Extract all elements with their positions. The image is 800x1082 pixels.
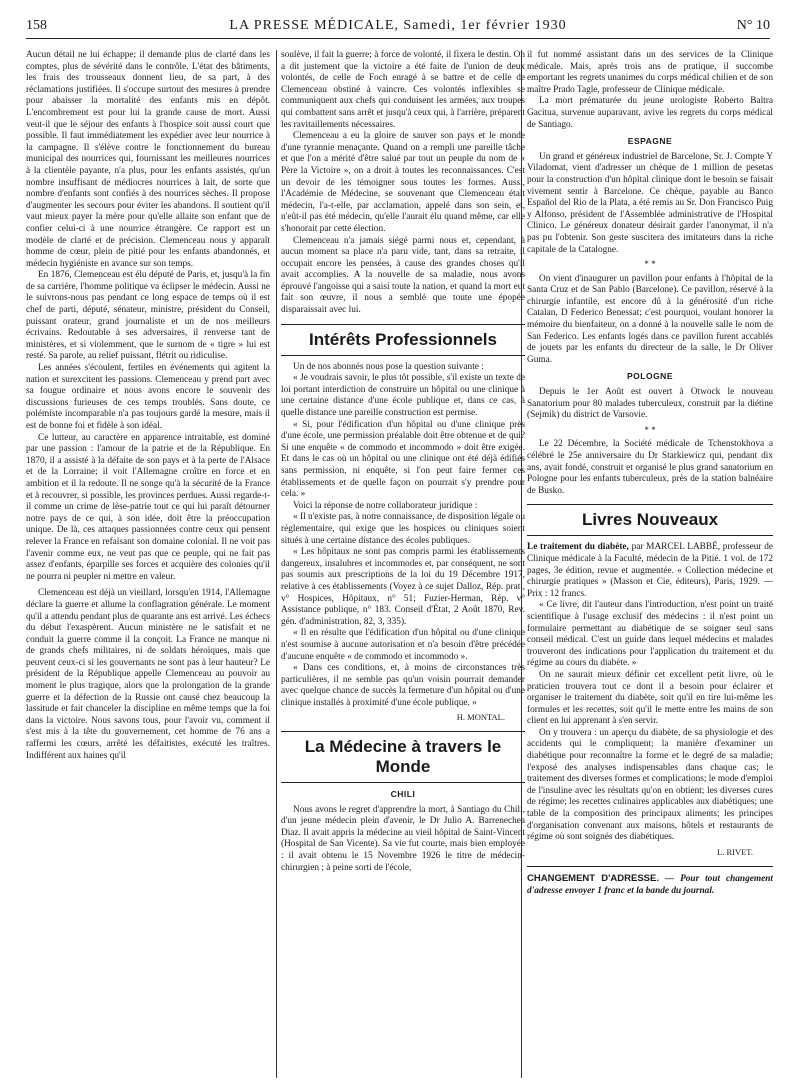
book-entry	[527, 542, 773, 600]
paragraph: Clemenceau est déjà un vieillard, lorsqu'en 1914, l'Allemagne déclare la guerre et allume la conflagration générale. Le moment qu'il a attendu pendant plus de quarante ans est arrivé. Les échecs du début l'exaspèrent. Aucun ministère ne le satisfait et ne conduit la guerre comme il la conçoit. La France ne manque ni de grands chefs militaires, ni de soldats héroïques, mais que peuvent ceux-ci si les gouvernants ne sont pas à leur hauteur? Le président de la République appelle Clemenceau au pouvoir au moment le plus tragique, alors que la prolongation de la grande guerre et la défection de la Russie ont causé chez beaucoup la lassitude et fait chanceler la discipline en même temps que la foi dans la victoire. Nous savons tous, pour l'avoir vu, comment il s'est mis à la tête du gouvernement, cet homme de 76 ans a raffermi les cœurs, arrêté les défaitistes, exécuté les traîtres. Indifférent aux haines qu'il	[26, 588, 270, 761]
paragraph: On y trouvera : un aperçu du diabète, de sa physiologie et des accidents qui le compliquent; la manière d'examiner un diabétique pour reconnaître la forme et le degré de sa maladie; l'exposé des analyses indispensables dans chaque cas; le traitement des diverses formes et complications; le mode d'emploi de l'insuline avec les résultats qu'on en obtient; les diverses cures de régime; les recettes culinaires applicables aux diabétiques; une table de la composition des principaux aliments; les principes d'organisation convenant aux maisons, hôtels et restaurants de régime où sont soignés des diabétiques.	[527, 727, 773, 843]
paragraph: « Dans ces conditions, et, à moins de circonstances très particulières, il ne semble pas qu'un voisin pourrait demander avec quelque chance de succès la fermeture d'un hôpital ou d'une clinique installés à proximité d'une école publique. »	[281, 663, 525, 708]
column-2	[281, 50, 525, 1078]
notice-text: — Pour tout changement d'adresse envoyer 1 franc et la bande du journal.	[527, 874, 773, 896]
paragraph: Les années s'écoulent, fertiles en événements qui agitent la nation et surexcitent les passions. Clemenceau y prend part avec sa fougue ordinaire et nous avons encore le souvenir des discussions furieuses de ces temps troublés. Sans doute, ce polémiste incomparable n'a pas toujours gardé la mesure, mais il est de bonne foi et fidèle à son idéal.	[26, 363, 270, 431]
paragraph: « Si, pour l'édification d'un hôpital ou d'une clinique près d'une école, une permission préalable doit être obtenue et de qui? Si une enquête « de commodo et incommodo » doit être exigée. Et dans le cas où un hôpital ou une clinique ont été déjà édifiés sans permission, ni enquête, si l'on peut faire fermer ces établissements et de quelle façon on pourrait s'y prendre pour cela. »	[281, 419, 525, 500]
paragraph: Clemenceau n'a jamais siégé parmi nous et, cependant, à aucun moment sa place n'a paru vide, tant, dans sa retraite, il occupait encore les pensées, à cause des grandes choses qu'il avait accomplies. A la nouvelle de sa maladie, nous avons éprouvé l'angoisse qui a saisi toute la nation, et quand la mort eut fait son œuvre, il nous a semblé que toute une épopée disparaissait avec lui.	[281, 235, 525, 316]
country-heading: CHILI	[390, 789, 416, 800]
paragraph: « Ce livre, dit l'auteur dans l'introduction, n'est point un traité scientifique à l'usage exclusif des médecins : il n'est point un formulaire permettant au diabétique de se soigner seul sans conseil médical. C'est un guide dans lequel médecins et malades trouveront des indications pour l'application du traitement et du régime au cours du diabète. »	[527, 600, 773, 669]
paragraph: « Il n'existe pas, à notre connaissance, de disposition légale ou réglementaire, qui exige que les hospices ou cliniques soient situés à une certaine distance des écoles publiques.	[281, 512, 525, 546]
section-heading-box	[281, 324, 525, 356]
paragraph: « Je voudrais savoir, le plus tôt possible, s'il existe un texte de loi portant interdiction de construire un hôpital ou une clinique à une certaine distance d'une école publique et, dans ce cas, à quelle distance une pareille construction est permise.	[281, 373, 525, 419]
country-heading: ESPAGNE	[627, 136, 673, 147]
journal-title: LA PRESSE MÉDICALE, Samedi, 1er février 1930	[229, 18, 567, 33]
paragraph: On vient d'inaugurer un pavillon pour enfants à l'hôpital de la Santa Cruz et de San Pablo (Barcelone). Ce pavillon, réservé à la chirurgie infantile, est encore dû à la générosité d'un riche Catalan, D Federico Benessat; c'est pourquoi, voulant honorer la mémoire du bienfaiteur, on a donné à la nouvelle salle le nom de San Federico. Les enfants logés dans ce pavillon furent accablés de jouets par les enfants du directeur de la salle, le Dr Oliver Guma.	[527, 273, 773, 365]
separator-stars: * *	[644, 424, 656, 435]
paragraph: On ne saurait mieux définir cet excellent petit livre, où le praticien trouvera tout ce dont il a besoin pour éclairer et organiser le traitement du diabète, soit qu'il en tire lui-même les formules et les recettes, soit qu'il le mette entre les mains de son client en lui apprenant à s'en servir.	[527, 669, 773, 727]
paragraph: Aucun détail ne lui échappe; il demande plus de clarté dans les comptes, plus de sévérité dans le contrôle. L'état des bâtiments, les frais des trousseaux donnent lieu, de sa part, à des réclamations justifiées. Il s'occupe surtout des mesures à prendre pour abaisser la mortalité des enfants mis en dépôt. L'encombrement est pour lui la grande cause de mort. Aussi veut-il que le séjour des enfants à l'hospice soit aussi court que possible. Il faut immédiatement les expédier avec leur nourrice à la campagne. Il s'élève contre le fonctionnement du bureau municipal des nourrices qui, fournissant les meilleures nourrices à la clientèle payante, n'a plus, pour les enfants assistés, qu'un nombre insuffisant de médiocres nourrices à lait, de sorte que nombre d'enfants sont confiés à des nourrices sèches. Il propose d'augmenter les secours pour éviter les abandons. Il soutient qu'il vaut mieux payer la mère pour qu'elle allaite son enfant que de confier celui-ci à une nourrice étrangère. Ce rapport est un modèle de clarté et de précision. Clemenceau nous y apparaît homme de cœur, plein de pitié pour les enfants abandonnés, et médecin hygiéniste en avance sur son temps.	[26, 50, 270, 269]
paragraph: La mort prématurée du jeune urologiste Roberto Baltra Gacitua, survenue auparavant, avive les regrets du corps médical de Santiago.	[527, 96, 773, 130]
paragraph: Nous avons le regret d'apprendre la mort, à Santiago du Chili, d'un jeune médecin plein d'avenir, le Dr Julio A. Barrenechea Diaz. Il avait appris la médecine au vieil hôpital de Saint-Vincent (Hospital de San Vicente). Sa vie fut courte, mais bien employée : il avait obtenu le 15 Novembre 1926 le titre de médecin-chirurgien ; à peine sorti de l'école,	[281, 804, 525, 873]
separator-stars: * *	[644, 259, 656, 270]
paragraph: Le 22 Décembre, la Société médicale de Tchenstokhova a célébré le 25e anniversaire du Dr Starkiewicz qui, pendant dix ans, avait fondé, construit et organisé le plus grand sanatorium en Pologne pour les enfants tuberculeux, près de la station balnéaire de Busko.	[527, 439, 773, 496]
section-title-livres: Livres Nouveaux	[581, 510, 719, 530]
notice-title: CHANGEMENT D'ADRESSE.	[527, 873, 659, 885]
section-title-medecine-monde: La Médecine à travers le Monde	[304, 737, 502, 777]
paragraph: Depuis le 1er Août est ouvert à Otwock le nouveau Sanatorium pour 80 malades tuberculeux, construit par la diétine (Sejmik) du district de Varsovie.	[527, 387, 773, 421]
paragraph: « Les hôpitaux ne sont pas compris parmi les établissements dangereux, insalubres et incommodes et, par conséquent, ne sont pas soumis aux prescriptions de la loi du 19 Décembre 1917, relative à ces établissements (Voyez à ce sujet Dalloz, Rép. prat., v° Hospices, Hôpitaux, n° 51; Fuzier-Herman, Rép. v° Assistance publique, n° 183. Conseil d'État, 2 Août 1870, Rev. gén. d'administration, 82, 3, 335).	[281, 547, 525, 627]
author-signature: H. MONTAL.	[456, 712, 505, 723]
address-change-notice	[527, 866, 773, 897]
paragraph: « Il en résulte que l'édification d'un hôpital ou d'une clinique n'est soumise à aucune autorisation et n'a besoin d'être précédée d'aucune enquête « de commodo et incommodo ».	[281, 628, 525, 662]
book-details: par MARCEL LABBÉ, professeur de Clinique médicale à la Faculté, médecin de la Pitié. 1 vol. de 172 pages, 3e édition, revue et augmentée. « Collection médecine et chirurgie pratiques » (Masson et Cie, éditeurs), Paris, 1929. — Prix : 12 francs.	[527, 542, 773, 599]
section-heading-box	[527, 504, 773, 536]
paragraph: Voici la réponse de notre collaborateur juridique :	[293, 500, 478, 511]
paragraph: il fut nommé assistant dans un des services de la Clinique médicale. Mais, après trois ans de pratique, il succombe emportant les regrets unanimes du corps médical chilien et de son maître Prado Tagle, professeur de Clinique médicale.	[527, 50, 773, 95]
book-title: Le traitement du diabète,	[527, 542, 629, 553]
paragraph: Ce lutteur, au caractère en apparence intraitable, est dominé par une passion : l'amour de la patrie et de la République. En 1870, il a assisté à la défaite de son pays et à la perte de l'Alsace et de la Lorraine; il voit l'Allemagne croître en force et en ambition et il la redoute. Il ne songe qu'à la sécurité de la France et à recouvrer, si possible, les provinces perdues. Aussi regarde-t-il comme un crime de lèse-patrie tout ce qui lui paraît détourner notre pays de ce qui, à son idée, doit être la préoccupation unique. De là, ces attaques passionnées contre ceux qui pensent relever la France en refaisant son domaine colonial. Il ne voit pas l'avenir comme eux, ne veut pas que ce peuple, qui ne fait pas assez d'enfants, éparpille ses forces et acquière des colonies qu'il ne pourra ni peupler ni mettre en valeur.	[26, 432, 270, 582]
column-1	[26, 50, 270, 1078]
page-number: 158	[26, 18, 47, 33]
paragraph: soulève, il fait la guerre; à force de volonté, il fixera le destin. On a dit justement que la victoire a été faite de l'union de deux volontés, de celle de Foch enragé à se battre et de celle de Clemenceau obstiné à vaincre. Ces volontés inflexibles se communiquent aux chefs qui conduisent les armées, aux troupes qui combattent sans arrêt et jusqu'à ceux qui, à l'arrière, préparent les ravitaillements nécessaires.	[281, 50, 525, 130]
issue-number: N° 10	[736, 18, 770, 33]
country-heading: POLOGNE	[626, 371, 673, 382]
paragraph: Clemenceau a eu la gloire de sauver son pays et le monde d'une tyrannie menaçante. Quand on a rempli une pareille tâche et que l'on a mérité d'être salué par tout un peuple du nom de « Père la Victoire », on a droit à toutes les reconnaissances. C'est un devoir de les témoigner sous toutes les formes. Aussi, l'Académie de Médecine, se souvenant que Clemenceau était médecin, l'a-t-elle, par acclamation, appelé dans son sein, et, n'eût-il pas été médecin, qu'elle l'aurait élu quand même, car elle s'honorait par cette élection.	[281, 131, 525, 234]
author-signature: L. RIVET.	[717, 846, 753, 857]
paragraph: Un de nos abonnés nous pose la question suivante :	[293, 361, 484, 372]
section-heading-box	[281, 731, 525, 783]
section-title-interets: Intérêts Professionnels	[308, 329, 497, 349]
column-divider	[276, 50, 277, 1078]
column-3	[527, 50, 773, 1078]
paragraph: En 1876, Clemenceau est élu député de Paris, et, jusqu'à la fin de sa carrière, l'homme politique va éclipser le médecin. Aussi ne le suivrons-nous pas pendant ce long espace de temps où il est chef de parti, député, sénateur, ministre, président du Conseil, puissant orateur, grand journaliste et un de nos meilleurs écrivains. Redoutable à ses adversaires, il renverse tant de ministères, et si violemment, que le surnom de « tigre » lui est resté. Sa parole, au relief puissant, flétrit ou ridiculise.	[26, 270, 270, 362]
page-header	[26, 18, 770, 39]
paragraph: Un grand et généreux industriel de Barcelone, Sr. J. Compte Y Viladomat, vient d'adresser un chèque de 1 million de pesetas pour la construction d'un hôpital clinique dont le besoin se faisait vivement sentir à Barcelone. Ce chèque, payable au Banco Español del Rio de la Plata, a été remis au Sr. Don Francisco Puig y Alfonso, président de l'Assemblée administrative de l'Hospital Clinico. Le généreux donateur désirait garder l'anonymat, il n'a pas pu l'obtenir. Son geste suscitera des imitateurs dans la riche capitale de la Catalogne.	[527, 151, 773, 255]
